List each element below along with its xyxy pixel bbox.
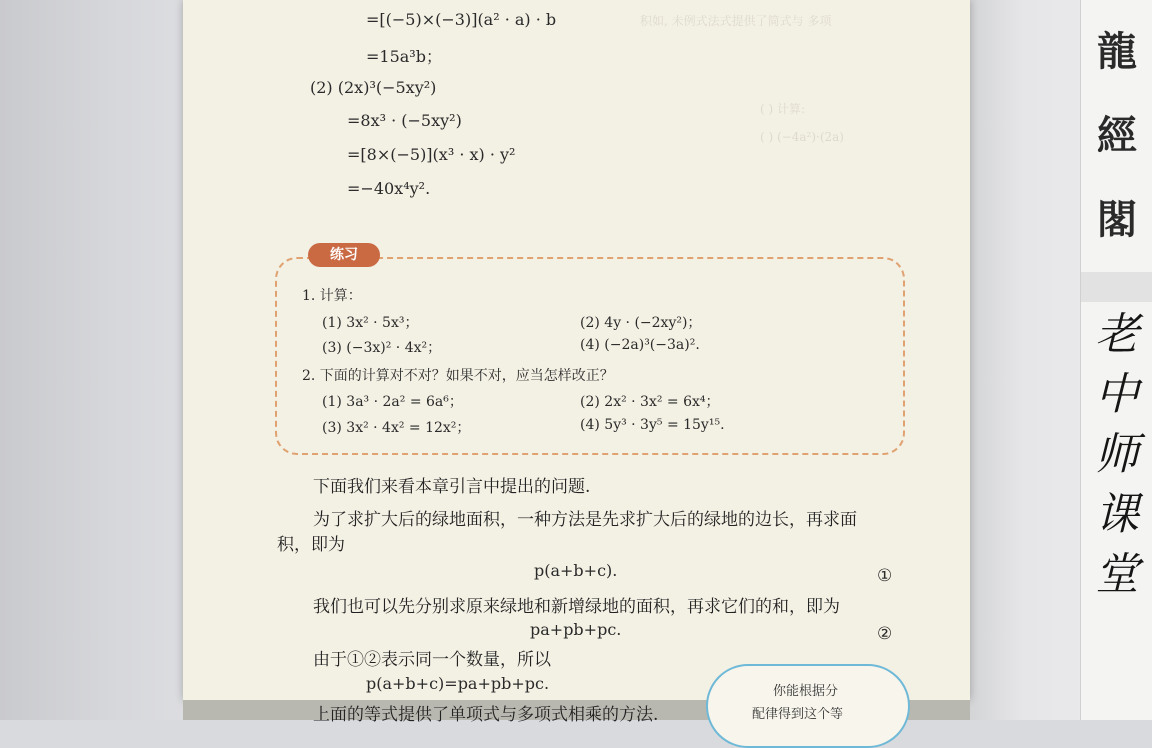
equation-1-number: ① — [877, 566, 893, 586]
worked-line-5: =[8×(−5)](x³ · x) · y² — [347, 145, 516, 164]
practice-q2-prompt: 2. 下面的计算对不对？如果不对，应当怎样改正？ — [302, 368, 614, 384]
worked-line-1: =[(−5)×(−3)](a² · a) · b — [366, 10, 557, 29]
paragraph-method-2: 我们也可以先分别求原来绿地和新增绿地的面积，再求它们的和，即为 — [313, 597, 840, 617]
equation-2: pa+pb+pc. — [530, 620, 622, 639]
practice-q1-prompt: 1. 计算： — [302, 288, 362, 304]
practice-label: 练习 — [308, 243, 380, 267]
worked-line-4: =8x³ · (−5xy²) — [347, 111, 462, 130]
practice-q1-item-3: (3) (−3x)² · 4x²； — [322, 340, 442, 356]
thought-bubble-line-2: 配律得到这个等 — [752, 707, 844, 722]
practice-q2-item-2: (2) 2x² · 3x² = 6x⁴； — [580, 394, 720, 410]
paragraph-conclusion: 由于①②表示同一个数量，所以 — [313, 650, 551, 670]
worked-line-6: =−40x⁴y². — [347, 179, 431, 198]
practice-q2-item-1: (1) 3a³ · 2a² = 6a⁶； — [322, 394, 463, 410]
practice-q1-item-1: (1) 3x² · 5x³； — [322, 315, 419, 331]
equation-2-number: ② — [877, 624, 893, 644]
bleed-through-text: ( ) 计算: — [760, 102, 806, 116]
practice-q2-item-3: (3) 3x² · 4x² = 12x²； — [322, 420, 471, 436]
practice-q2-item-4: (4) 5y³ · 3y⁵ = 15y¹⁵. — [580, 417, 725, 433]
thought-bubble-line-1: 你能根据分 — [773, 684, 839, 699]
practice-q1-item-4: (4) (−2a)³(−3a)². — [580, 337, 700, 353]
equation-3: p(a+b+c)=pa+pb+pc. — [366, 674, 550, 693]
paragraph-method-summary: 上面的等式提供了单项式与多项式相乘的方法. — [313, 705, 659, 725]
bleed-through-text: 积如, 未例式法式提供了简式与 多项 — [640, 14, 832, 28]
banner-separator — [1081, 272, 1152, 302]
banner-calligraphy-top: 龍 經 閣 — [1097, 28, 1137, 243]
equation-1: p(a+b+c). — [534, 561, 618, 580]
banner-calligraphy-bottom: 老 中 师 课 堂 — [1095, 309, 1139, 600]
paragraph-intro: 下面我们来看本章引言中提出的问题. — [313, 477, 591, 497]
practice-q1-item-2: (2) 4y · (−2xy²)； — [580, 315, 702, 331]
channel-banner — [1080, 0, 1152, 720]
desk-background-left — [0, 0, 185, 720]
worked-line-2: =15a³b； — [366, 47, 442, 66]
bleed-through-text: ( ) (−4a²)·(2a) — [760, 130, 844, 144]
paragraph-method-1-cont: 积，即为 — [277, 535, 345, 555]
paragraph-method-1: 为了求扩大后的绿地面积，一种方法是先求扩大后的绿地的边长，再求面 — [313, 510, 857, 530]
worked-line-3: (2) (2x)³(−5xy²) — [310, 78, 437, 97]
